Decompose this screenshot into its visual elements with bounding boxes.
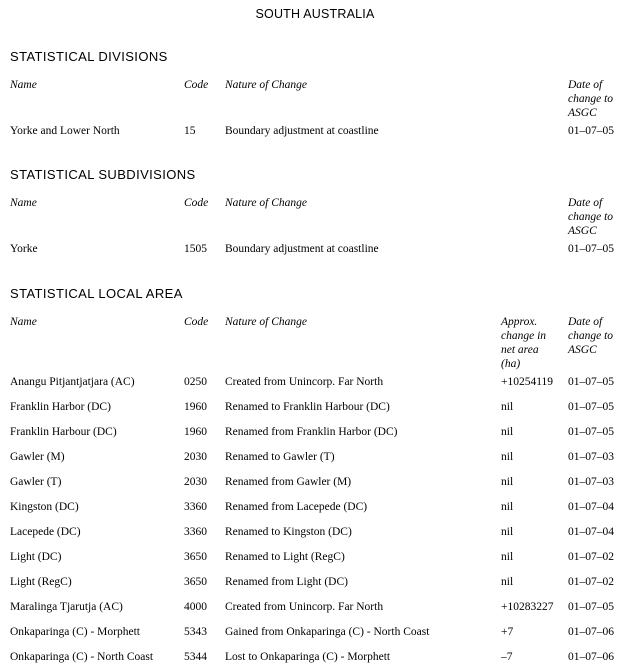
- cell-nature-of-change: Renamed from Franklin Harbor (DC): [225, 426, 398, 438]
- column-header-date-of-change-text: Date of change to ASGC: [568, 316, 614, 356]
- cell-nature-of-change: Lost to Onkaparinga (C) - Morphett: [225, 651, 391, 663]
- cell-nature-of-change: Renamed to Gawler (T): [225, 451, 335, 463]
- cell-date-of-change: 01–07–05: [568, 426, 614, 438]
- cell-approx-change: nil: [501, 551, 514, 563]
- column-header-code: Code: [184, 316, 209, 328]
- cell-nature-of-change: Created from Unincorp. Far North: [225, 376, 384, 388]
- cell-date-of-change: 01–07–05: [568, 125, 614, 137]
- statistical-subdivisions-table: [10, 196, 620, 263]
- cell-date-of-change: 01–07–05: [568, 243, 614, 255]
- cell-code: 1960: [184, 401, 207, 413]
- table-row: [10, 421, 620, 446]
- section-heading-statistical-local-area: STATISTICAL LOCAL AREA: [10, 286, 183, 301]
- cell-name: Onkaparinga (C) - North Coast: [10, 651, 154, 663]
- section-heading-statistical-divisions: STATISTICAL DIVISIONS: [10, 49, 168, 64]
- cell-nature-of-change: Renamed from Lacepede (DC): [225, 501, 368, 513]
- cell-name: Light (RegC): [10, 576, 72, 588]
- column-header-name: Name: [10, 316, 37, 328]
- cell-date-of-change: 01–07–05: [568, 601, 614, 613]
- cell-name: Yorke: [10, 243, 38, 255]
- cell-date-of-change: 01–07–06: [568, 651, 614, 663]
- cell-code: 2030: [184, 476, 207, 488]
- cell-approx-change: –7: [501, 651, 513, 663]
- table-row: [10, 120, 620, 145]
- cell-approx-change: nil: [501, 476, 514, 488]
- column-header-date-of-change-text: Date of change to ASGC: [568, 79, 614, 119]
- cell-approx-change: +10254119: [501, 376, 554, 388]
- table-row: [10, 238, 620, 263]
- cell-name: Onkaparinga (C) - Morphett: [10, 626, 140, 638]
- cell-approx-change: nil: [501, 426, 514, 438]
- cell-nature-of-change: Renamed from Light (DC): [225, 576, 348, 588]
- cell-code: 15: [184, 125, 196, 137]
- cell-date-of-change: 01–07–03: [568, 476, 614, 488]
- table-row: [10, 521, 620, 546]
- section-statistical-divisions: [10, 50, 620, 145]
- column-header-nature-of-change: Nature of Change: [225, 316, 307, 328]
- table-row: [10, 646, 620, 665]
- cell-name: Anangu Pitjantjatjara (AC): [10, 376, 135, 388]
- column-header-nature-of-change: Nature of Change: [225, 197, 307, 209]
- cell-nature-of-change: Renamed to Light (RegC): [225, 551, 345, 563]
- page-title: SOUTH AUSTRALIA: [255, 7, 375, 21]
- cell-code: 3650: [184, 551, 207, 563]
- cell-date-of-change: 01–07–04: [568, 526, 614, 538]
- column-header-date-of-change-text: Date of change to ASGC: [568, 197, 614, 237]
- cell-date-of-change: 01–07–04: [568, 501, 614, 513]
- column-header-date-of-change: [568, 196, 620, 238]
- cell-nature-of-change: Renamed from Gawler (M): [225, 476, 352, 488]
- cell-code: 3360: [184, 526, 207, 538]
- cell-nature-of-change: Gained from Onkaparinga (C) - North Coast: [225, 626, 430, 638]
- table-row: [10, 371, 620, 396]
- cell-code: 3650: [184, 576, 207, 588]
- cell-name: Gawler (M): [10, 451, 65, 463]
- column-header-approx-change: [501, 315, 568, 371]
- cell-name: Light (DC): [10, 551, 62, 563]
- cell-date-of-change: 01–07–02: [568, 551, 614, 563]
- cell-date-of-change: 01–07–06: [568, 626, 614, 638]
- column-header-code: Code: [184, 197, 209, 209]
- cell-code: 4000: [184, 601, 207, 613]
- cell-code: 0250: [184, 376, 207, 388]
- section-statistical-local-area: [10, 287, 620, 665]
- cell-code: 1505: [184, 243, 207, 255]
- cell-approx-change: nil: [501, 576, 514, 588]
- cell-name: Maralinga Tjarutja (AC): [10, 601, 123, 613]
- cell-approx-change: nil: [501, 451, 514, 463]
- cell-approx-change: +10283227: [501, 601, 554, 613]
- cell-name: Kingston (DC): [10, 501, 79, 513]
- cell-approx-change: nil: [501, 501, 514, 513]
- table-row: [10, 571, 620, 596]
- section-heading-statistical-subdivisions: STATISTICAL SUBDIVISIONS: [10, 167, 196, 182]
- cell-code: 2030: [184, 451, 207, 463]
- cell-nature-of-change: Boundary adjustment at coastline: [225, 125, 379, 137]
- table-header-row: [10, 196, 620, 238]
- cell-name: Yorke and Lower North: [10, 125, 120, 137]
- cell-code: 5344: [184, 651, 207, 663]
- cell-code: 5343: [184, 626, 207, 638]
- column-header-name: Name: [10, 197, 37, 209]
- cell-name: Franklin Harbor (DC): [10, 401, 111, 413]
- cell-date-of-change: 01–07–05: [568, 401, 614, 413]
- cell-code: 3360: [184, 501, 207, 513]
- table-header-row: [10, 78, 620, 120]
- cell-code: 1960: [184, 426, 207, 438]
- table-row: [10, 496, 620, 521]
- cell-nature-of-change: Renamed to Kingston (DC): [225, 526, 352, 538]
- table-row: [10, 546, 620, 571]
- cell-name: Franklin Harbour (DC): [10, 426, 117, 438]
- table-header-row: [10, 315, 620, 371]
- table-row: [10, 396, 620, 421]
- cell-approx-change: nil: [501, 526, 514, 538]
- cell-date-of-change: 01–07–02: [568, 576, 614, 588]
- table-row: [10, 621, 620, 646]
- cell-name: Gawler (T): [10, 476, 62, 488]
- column-header-name: Name: [10, 79, 37, 91]
- cell-date-of-change: 01–07–03: [568, 451, 614, 463]
- table-row: [10, 446, 620, 471]
- table-row: [10, 596, 620, 621]
- column-header-nature-of-change: Nature of Change: [225, 79, 307, 91]
- table-row: [10, 471, 620, 496]
- cell-nature-of-change: Boundary adjustment at coastline: [225, 243, 379, 255]
- statistical-divisions-table: [10, 78, 620, 145]
- column-header-approx-change-text: Approx. change in net area (ha): [501, 316, 547, 370]
- column-header-code: Code: [184, 79, 209, 91]
- cell-approx-change: +7: [501, 626, 514, 638]
- cell-approx-change: nil: [501, 401, 514, 413]
- column-header-date-of-change: [568, 315, 620, 371]
- cell-date-of-change: 01–07–05: [568, 376, 614, 388]
- statistical-local-area-table: [10, 315, 620, 665]
- column-header-date-of-change: [568, 78, 620, 120]
- cell-nature-of-change: Created from Unincorp. Far North: [225, 601, 384, 613]
- cell-name: Lacepede (DC): [10, 526, 81, 538]
- cell-nature-of-change: Renamed to Franklin Harbour (DC): [225, 401, 390, 413]
- section-statistical-subdivisions: [10, 168, 620, 263]
